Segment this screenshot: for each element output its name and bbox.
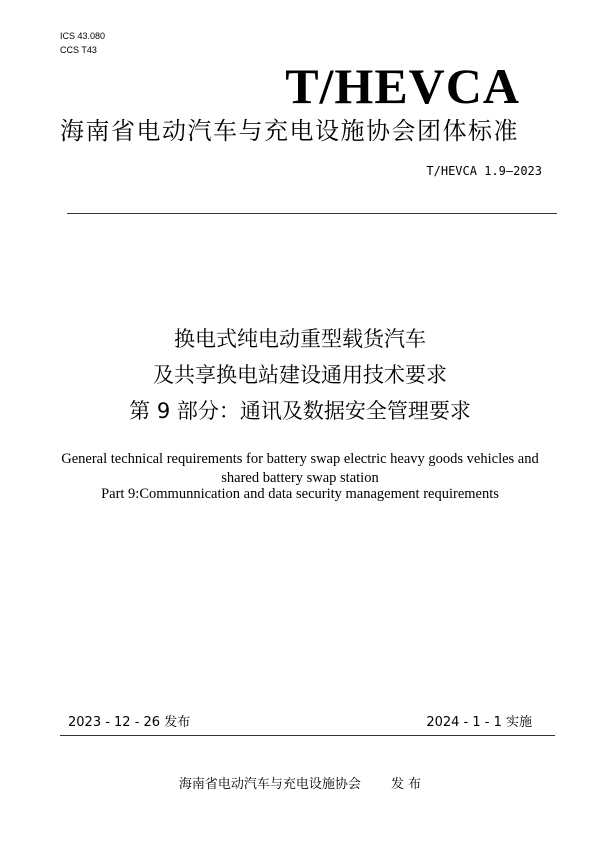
implementation-date: 2024 - 1 - 1 实施 — [426, 715, 532, 730]
org-code-logo: T/HEVCA — [285, 58, 520, 114]
footer-divider — [60, 735, 555, 736]
publisher-name: 海南省电动汽车与充电设施协会 — [178, 777, 361, 792]
ccs-code: CCS T43 — [60, 45, 97, 55]
ics-code: ICS 43.080 — [60, 31, 106, 41]
standard-number: T/HEVCA 1.9—2023 — [426, 164, 542, 178]
org-standard-title: 海南省电动汽车与充电设施协会团体标准 — [60, 117, 519, 145]
header-divider — [67, 213, 557, 214]
title-cn-line-3: 第 9 部分：通讯及数据安全管理要求 — [129, 399, 471, 423]
title-en-line-1: General technical requirements for battery swap electric heavy goods vehicles and — [61, 451, 539, 467]
title-en-line-2: shared battery swap station — [221, 470, 379, 486]
issue-date: 2023 - 12 - 26 发布 — [68, 715, 191, 730]
publisher-line — [0, 776, 600, 794]
title-en-line-3: Part 9:Communnication and data security management requirements — [101, 486, 499, 502]
publish-action: 发 布 — [390, 777, 422, 792]
title-cn-line-2: 及共享换电站建设通用技术要求 — [153, 363, 447, 387]
title-cn-line-1: 换电式纯电动重型载货汽车 — [174, 327, 426, 351]
